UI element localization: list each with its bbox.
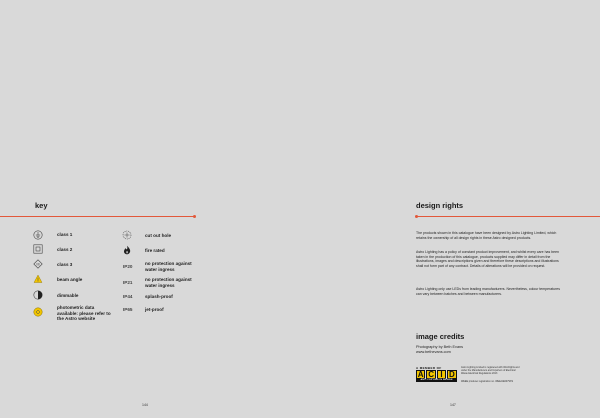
acid-letter-d: D bbox=[448, 370, 455, 379]
key-label-ip65: jet-proof bbox=[145, 307, 164, 312]
design-rights-rule bbox=[416, 216, 600, 217]
key-label-class-3: class 3 bbox=[57, 262, 73, 267]
acid-logo-header: A MEMBER OF bbox=[416, 366, 442, 370]
weee-producer-number: WEEE producer registration no. WEE/AE0079XS bbox=[461, 380, 514, 383]
image-credits-title: image credits bbox=[416, 332, 465, 341]
weee-registration-note: Astro Lighting Limited is registered with Wordrights and under the Manufacturers and Importers of Electrical Waste Electrical Regulations 2013 bbox=[461, 366, 520, 376]
key-title: key bbox=[35, 201, 48, 210]
key-label-dimmable: dimmable bbox=[57, 293, 79, 298]
acid-letter-c: C bbox=[428, 370, 434, 379]
key-label-beam-angle: beam angle bbox=[57, 277, 83, 282]
acid-letter-a: A bbox=[417, 370, 424, 379]
acid-logo-tagline: ANTI COPYING IN DESIGN bbox=[416, 379, 457, 382]
acid-member-logo bbox=[416, 366, 457, 383]
key-label-photometric-data: photometric data available: please refer to the Astro website bbox=[57, 305, 111, 322]
ip65-code: IP65 bbox=[123, 307, 133, 312]
class-1-earth-icon bbox=[33, 230, 43, 240]
photography-credit: Photography by Beth Evans bbox=[416, 345, 464, 349]
ip21-code: IP21 bbox=[123, 280, 133, 285]
class-2-double-square-icon bbox=[33, 244, 43, 254]
cut-out-hole-icon bbox=[122, 230, 132, 240]
page-number-right: 147 bbox=[450, 403, 456, 407]
key-title-rule bbox=[0, 216, 194, 217]
key-label-fire-rated: fire rated bbox=[145, 248, 165, 253]
photography-website: www.bethevans.com bbox=[416, 350, 451, 354]
key-label-class-1: class 1 bbox=[57, 232, 73, 237]
right-page bbox=[300, 0, 600, 418]
class-3-diamond-icon bbox=[33, 259, 43, 269]
beam-angle-icon bbox=[33, 274, 43, 284]
ip44-code: IP44 bbox=[123, 294, 133, 299]
key-label-ip21: no protection against water ingress bbox=[145, 277, 192, 288]
key-label-cut-out-hole: cut out hole bbox=[145, 233, 172, 238]
photometric-data-icon bbox=[33, 307, 43, 317]
design-rights-title: design rights bbox=[416, 201, 464, 210]
design-rights-paragraph-1: The products shown in this catalogue have been designed by Astro Lighting Limited, which retains the ownership of all design rights in these Astro designed products. bbox=[416, 231, 557, 240]
dimmable-icon bbox=[33, 290, 43, 300]
ip20-code: IP20 bbox=[123, 264, 133, 269]
key-label-ip20: no protection against water ingress bbox=[145, 261, 192, 272]
design-rights-paragraph-2: Astro Lighting has a policy of constant product improvement, and whilst every care has been taken in the production of this catalogue, products supplied may differ in detail from the illustrations, images and descriptions given and therefore these descriptions and illustrations shall not form part of any contract. Details of alterations will be provided on request. bbox=[416, 250, 559, 268]
acid-letter-i: I bbox=[437, 370, 446, 379]
key-label-class-2: class 2 bbox=[57, 247, 73, 252]
key-label-ip44: splash-proof bbox=[145, 294, 173, 299]
svg-text:III: III bbox=[36, 261, 40, 267]
page-number-left: 144 bbox=[142, 403, 148, 407]
design-rights-paragraph-3: Astro Lighting only use LEDs from leading manufacturers. Nevertheless, colour temperatures can vary between batches and between manufacturers. bbox=[416, 287, 560, 296]
design-rights-rule-dot bbox=[415, 215, 418, 218]
fire-rated-icon bbox=[122, 245, 132, 255]
key-title-rule-dot bbox=[193, 215, 196, 218]
